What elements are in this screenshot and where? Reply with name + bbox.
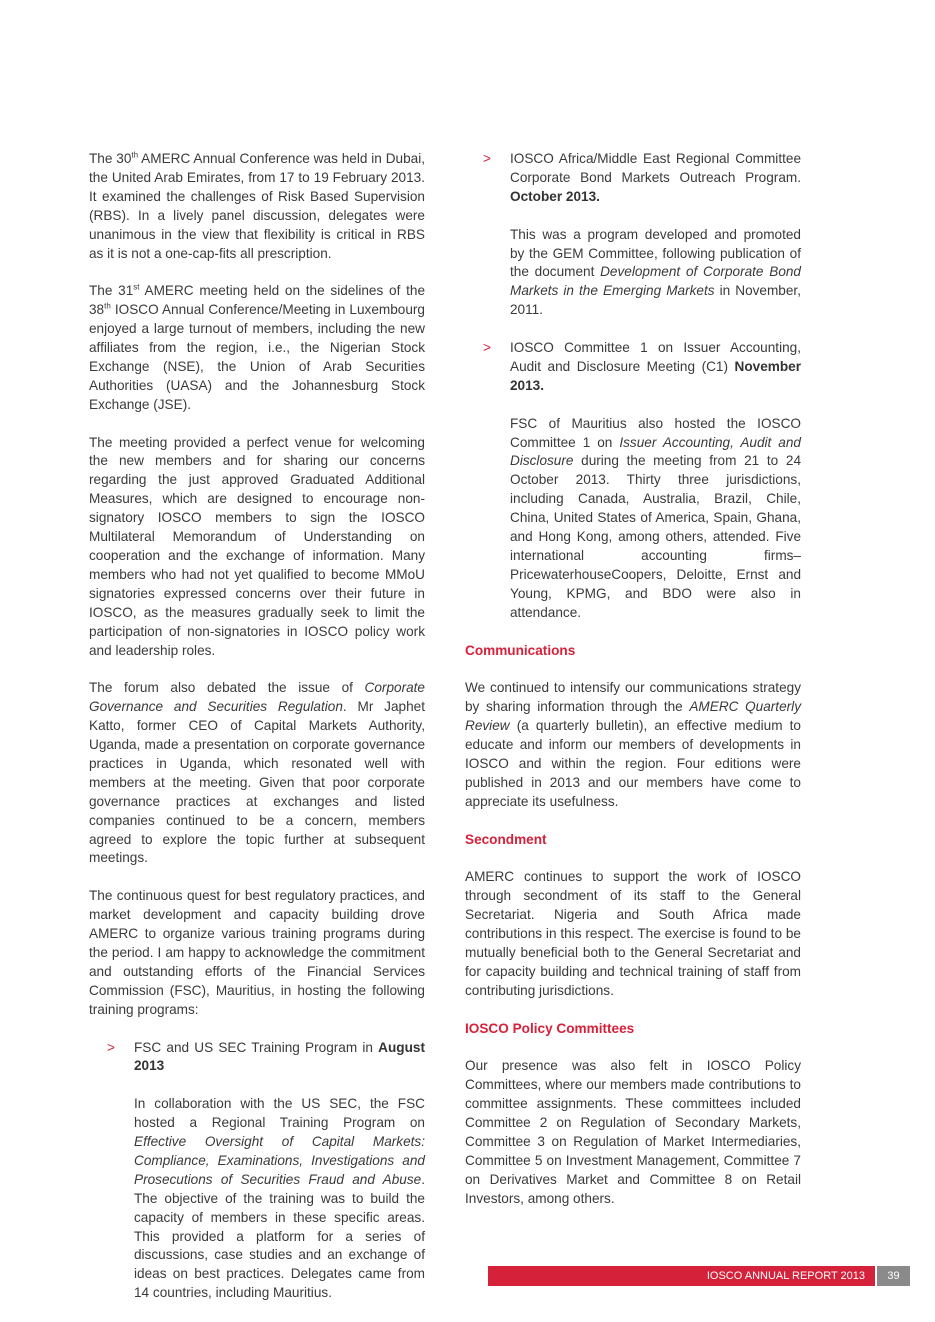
bullet-corporate-bond-outreach: > IOSCO Africa/Middle East Regional Committee Corporate Bond Markets Outreach Program. October 2013.	[483, 151, 801, 204]
heading-communications: Communications	[465, 642, 576, 658]
left-column	[89, 150, 425, 1322]
bullet-marker-icon: >	[483, 340, 491, 356]
paragraph-policy-committees: Our presence was also felt in IOSCO Policy Committees, where our members made contributions to committee assignments. These committees included Committee 2 on Regulation of Secondary Markets, Committee 3 on Regulation of Market Intermediaries, Committee 5 on Investment Management, Committee 7 on Derivatives Market and Committee 8 on Retail Investors, among others.	[465, 1058, 801, 1206]
heading-policy-committees: IOSCO Policy Committees	[465, 1020, 635, 1036]
bullet-marker-icon: >	[107, 1039, 115, 1055]
bullet-committee-1-meeting: > IOSCO Committee 1 on Issuer Accounting, Audit and Disclosure Meeting (C1) November 2013.	[483, 340, 801, 393]
right-column	[465, 150, 801, 1228]
paragraph-secondment: AMERC continues to support the work of IOSCO through secondment of its staff to the General Secretariat. Nigeria and South Africa made contributions in this respect. The exercise is found to be mutually beneficial both to the General Secretariat and for capacity building and technical training of staff from contributing jurisdictions.	[465, 869, 801, 998]
paragraph-gem-program: This was a program developed and promoted by the GEM Committee, following publication of the document Development of Corporate Bond Markets in the Emerging Markets in November, 2011.	[510, 226, 801, 318]
paragraph-communications: We continued to intensify our communications strategy by sharing information through the AMERC Quarterly Review (a quarterly bulletin), an effective medium to educate and inform our members of developments in IOSCO and within the region. Four editions were published in 2013 and our members have come to appreciate its usefulness.	[465, 680, 801, 809]
bullet-fsc-sec-training: > FSC and US SEC Training Program in August 2013	[107, 1039, 425, 1074]
paragraph-regional-training: In collaboration with the US SEC, the FSC hosted a Regional Training Program on Effective Oversight of Capital Markets: Compliance, Examinations, Investigations and Prosecutions of Securities Fraud and Abuse. The objective of the training was to build the capacity of members in these specific areas. This provided a platform for a series of discussions, case studies and an exchange of ideas on best practices. Delegates came from 14 countries, including Mauritius.	[134, 1096, 425, 1301]
page-number: 39	[877, 1266, 910, 1286]
bullet-marker-icon: >	[483, 151, 491, 166]
paragraph-committee-1-hosting: FSC of Mauritius also hosted the IOSCO Committee 1 on Issuer Accounting, Audit and Disclosure during the meeting from 21 to 24 October 2013. Thirty three jurisdictions, including Canada, Australia, Brazil, Chile, China, United States of America, Spain, Ghana, and Hong Kong, among others, attended. Five international accounting firms– PricewaterhouseCoopers, Deloitte, Ernst and Young, KPMG, and BDO were also in attendance.	[510, 415, 801, 620]
paragraph-30th-conference: The 30th AMERC Annual Conference was held in Dubai, the United Arab Emirates, from 17 to 19 February 2013. It examined the challenges of Risk Based Supervision (RBS). In a lively panel discussion, delegates were unanimous in the view that flexibility is critical in RBS as it is not a one-cap-fits all prescription.	[89, 150, 425, 261]
paragraph-training-programs: The continuous quest for best regulatory practices, and market development and capacity building drove AMERC to organize various training programs during the period. I am happy to acknowledge the commitment and outstanding efforts of the Financial Services Commission (FSC), Mauritius, in hosting the following training programs:	[89, 888, 425, 1017]
paragraph-forum-debate: The forum also debated the issue of Corporate Governance and Securities Regulation. Mr Japhet Katto, former CEO of Capital Markets Authority, Uganda, made a presentation on corporate governance practices in Uganda, which resonated well with members at the meeting. Given that poor corporate governance practices at exchanges and listed companies continued to be a concern, members agreed to explore the topic further at subsequent meetings.	[89, 680, 426, 866]
footer-report-title: IOSCO ANNUAL REPORT 2013	[488, 1266, 875, 1286]
paragraph-meeting-venue: The meeting provided a perfect venue for welcoming the new members and for sharing our concerns regarding the just approved Graduated Additional Measures, which are designed to encourage non-signatory IOSCO members to sign the IOSCO Multilateral Memorandum of Understanding on cooperation and the exchange of information. Many members who had not yet qualified to become MMoU signatories expressed concerns over their future in IOSCO, as the measures gradually seek to limit the participation of non-signatories in IOSCO policy work and leadership roles.	[89, 434, 425, 658]
heading-secondment: Secondment	[465, 831, 547, 847]
paragraph-31st-meeting: The 31st AMERC meeting held on the sidelines of the 38th IOSCO Annual Conference/Meeting in Luxembourg enjoyed a large turnout of members, including the new affiliates from the region, i.e., the Nigerian Stock Exchange (NSE), the Union of Arab Securities Authorities (UASA) and the Johannesburg Stock Exchange (JSE).	[89, 282, 426, 412]
